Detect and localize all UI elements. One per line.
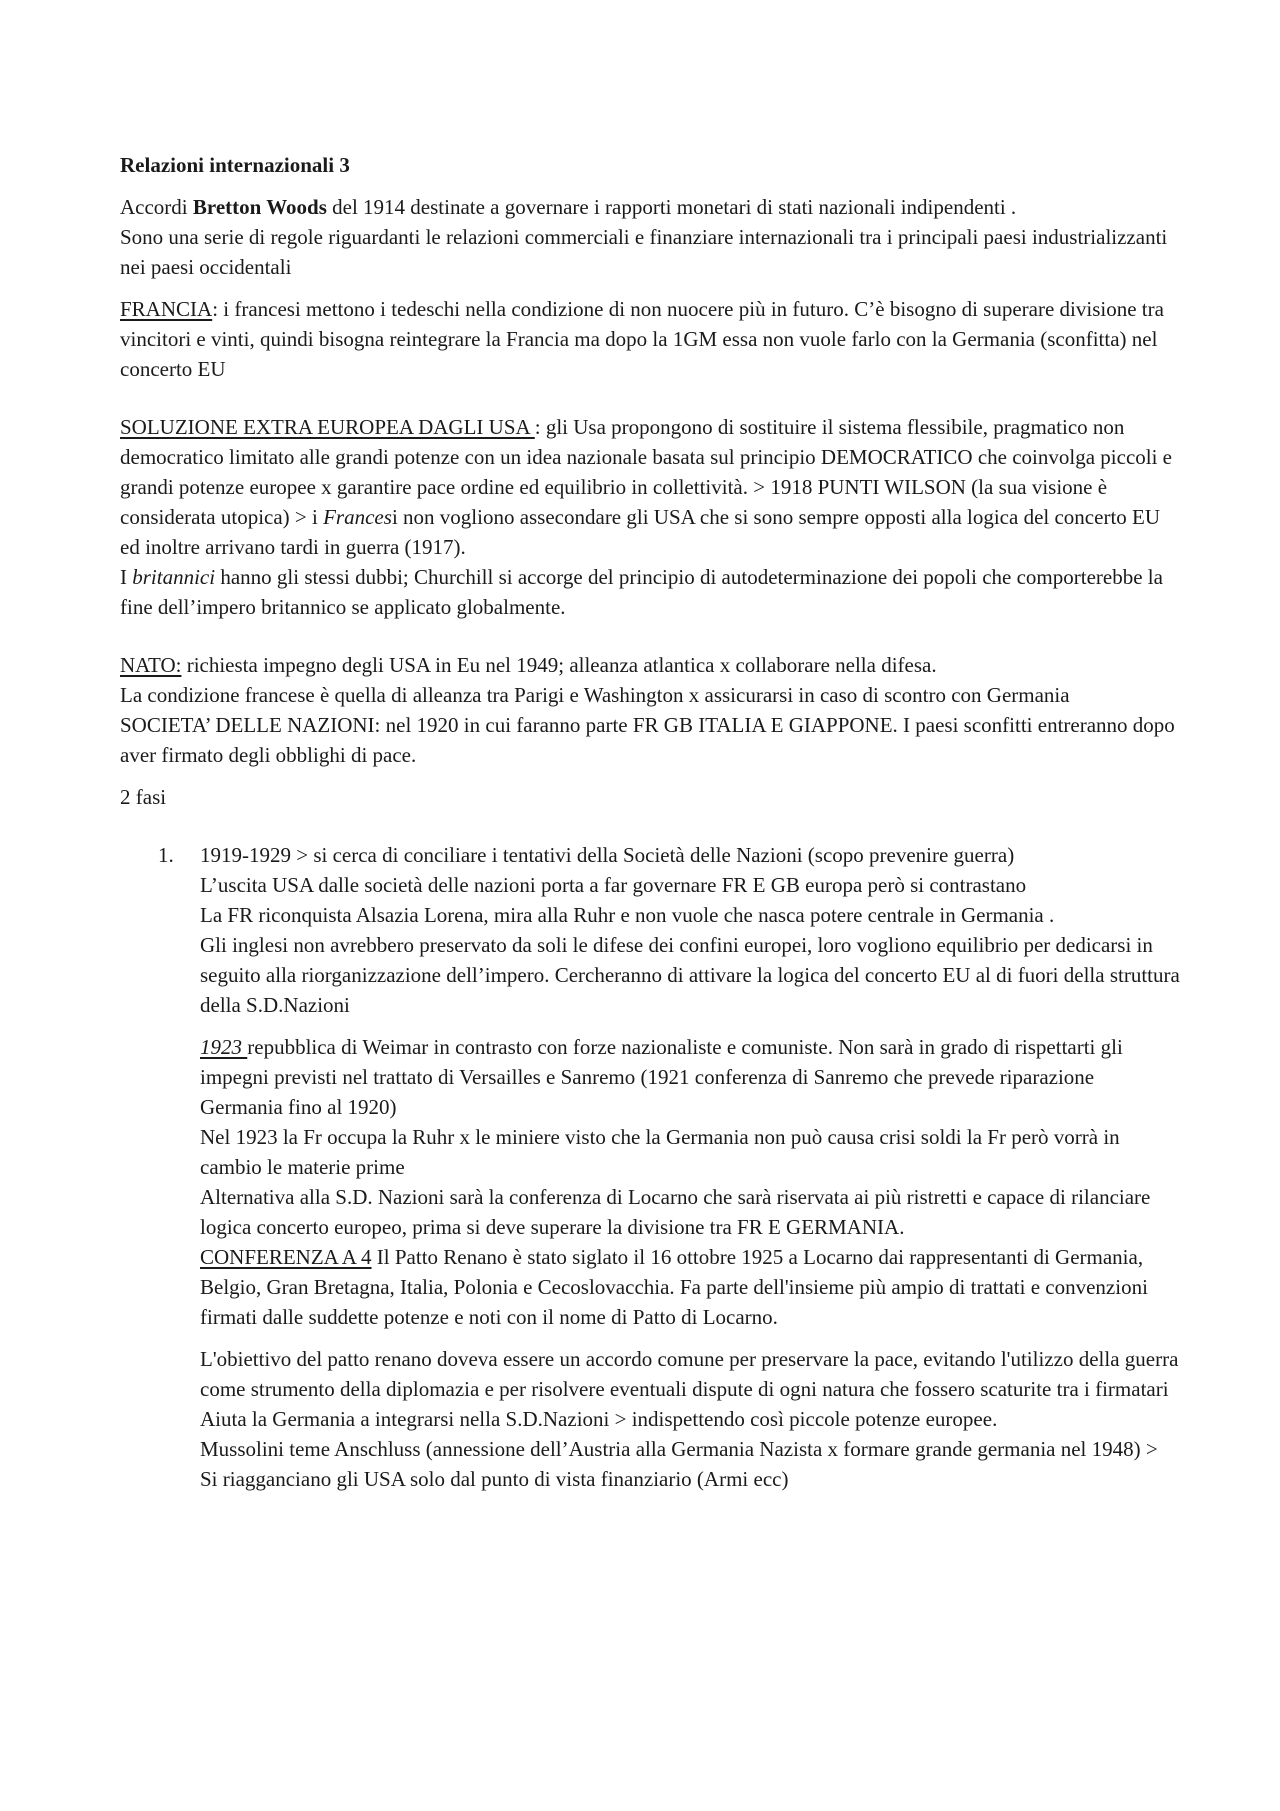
francia-paragraph (120, 294, 1180, 384)
francia-heading: FRANCIA (120, 297, 213, 321)
intro-line2: Sono una serie di regole riguardanti le relazioni commerciali e finanziare internazionali tra i principali paesi industrializzanti nei paesi occidentali (120, 225, 1168, 279)
soluzione-heading: SOLUZIONE EXTRA EUROPEA DAGLI USA (120, 415, 535, 439)
mussolini-line: Mussolini teme Anschluss (annessione dell’Austria alla Germania Nazista x formare grande germania nel 1948) > Si riagganciano gli USA solo dal punto di vista finanziario (Armi ecc) (200, 1437, 1158, 1491)
nato-line2: La condizione francese è quella di alleanza tra Parigi e Washington x assicurarsi in caso di scontro con Germania (120, 683, 1070, 707)
britannici-rest: hanno gli stessi dubbi; Churchill si accorge del principio di autodeterminazione dei popoli che comporterebbe la fine dell’impero britannico se applicato globalmente. (120, 565, 1163, 619)
weimar-paragraph (200, 1032, 1180, 1332)
conferenza-text: Il Patto Renano è stato siglato il 16 ottobre 1925 a Locarno dai rappresentanti di Germania, Belgio, Gran Bretagna, Italia, Polonia e Cecoslovacchia. Fa parte dell'insieme più ampio di trattati e convenzioni firmati dalle suddette potenze e noti con il nome di Patto di Locarno. (200, 1245, 1148, 1329)
conferenza-heading: CONFERENZA A 4 (200, 1245, 372, 1269)
intro-paragraph (120, 192, 1180, 282)
britannici-prefix: I (120, 565, 133, 589)
weimar-text: repubblica di Weimar in contrasto con forze nazionaliste e comuniste. Non sarà in grado di rispettarti gli impegni previsti nel trattato di Versailles e Sanremo (1921 conferenza di Sanremo che prevede riparazione Germania fino al 1920) (200, 1035, 1123, 1119)
document-title: Relazioni internazionali 3 (120, 153, 350, 177)
phase1-line2: L’uscita USA dalle società delle nazioni porta a far governare FR E GB europa però si contrastano (200, 873, 1027, 897)
phase-list (120, 840, 1180, 1494)
phase1-line4: Gli inglesi non avrebbero preservato da soli le difese dei confini europei, loro vogliono equilibrio per dedicarsi in seguito alla riorganizzazione dell’impero. Cercheranno di attivare la logica del concerto EU al di fuori della struttura della S.D.Nazioni (200, 933, 1180, 1017)
soluzione-text2: i non vogliono assecondare gli USA che si sono sempre opposti alla logica del concerto EU ed inoltre arrivano tardi in guerra (1917). (120, 505, 1161, 559)
francia-text: : i francesi mettono i tedeschi nella condizione di non nuocere più in futuro. C’è bisogno di superare divisione tra vincitori e vinti, quindi bisogna reintegrare la Francia ma dopo la 1GM essa non vuole farlo con la Germania (sconfitta) nel concerto EU (120, 297, 1164, 381)
nato-heading: NATO: (120, 653, 182, 677)
bretton-woods-bold: Bretton Woods (192, 195, 327, 219)
alternativa-line: Alternativa alla S.D. Nazioni sarà la conferenza di Locarno che sarà riservata ai più ristretti e capace di rilanciare logica concerto europeo, prima si deve superare la divisione tra FR E GERMANIA. (200, 1185, 1151, 1239)
britannici-italic: britannici (132, 565, 216, 589)
list-number: 1. (158, 843, 174, 867)
fasi-label: 2 fasi (120, 785, 167, 809)
intro-prefix: Accordi (120, 195, 193, 219)
obiettivo-paragraph (200, 1344, 1180, 1494)
nato-paragraph (120, 650, 1180, 770)
aiuta-line: Aiuta la Germania a integrarsi nella S.D.Nazioni > indispettendo così piccole potenze europee. (200, 1407, 998, 1431)
weimar-year: 1923 (200, 1035, 248, 1059)
societa-nazioni-line: SOCIETA’ DELLE NAZIONI: nel 1920 in cui faranno parte FR GB ITALIA E GIAPPONE. I paesi sconfitti entreranno dopo aver firmato degli obblighi di pace. (120, 713, 1175, 767)
soluzione-italic-francesi: Frances (323, 505, 392, 529)
soluzione-paragraph (120, 412, 1180, 622)
intro-rest: del 1914 destinate a governare i rapporti monetari di stati nazionali indipendenti . (326, 195, 1017, 219)
soluzione-text1: : gli Usa propongono di sostituire il sistema flessibile, pragmatico non democratico limitato alle grandi potenze con un idea nazionale basata sul principio DEMOCRATICO che coinvolga piccoli e grandi potenze europee x garantire pace ordine ed equilibrio in collettività. > 1918 PUNTI WILSON (la sua visione è considerata utopica) > i (120, 415, 1172, 529)
nato-text: richiesta impegno degli USA in Eu nel 1949; alleanza atlantica x collaborare nella difesa. (181, 653, 937, 677)
ruhr-line: Nel 1923 la Fr occupa la Ruhr x le miniere visto che la Germania non può causa crisi soldi la Fr però vorrà in cambio le materie prime (200, 1125, 1120, 1179)
list-item-phase-1 (200, 840, 1180, 1020)
document-page (120, 150, 1180, 1494)
obiettivo-text: L'obiettivo del patto renano doveva essere un accordo comune per preservare la pace, evitando l'utilizzo della guerra come strumento della diplomazia e per risolvere eventuali dispute di ogni natura che fossero scaturite tra i firmatari (200, 1347, 1179, 1401)
phase1-line3: La FR riconquista Alsazia Lorena, mira alla Ruhr e non vuole che nasca potere centrale in Germania . (200, 903, 1055, 927)
phase1-line1: 1919-1929 > si cerca di conciliare i tentativi della Società delle Nazioni (scopo prevenire guerra) (200, 843, 1015, 867)
